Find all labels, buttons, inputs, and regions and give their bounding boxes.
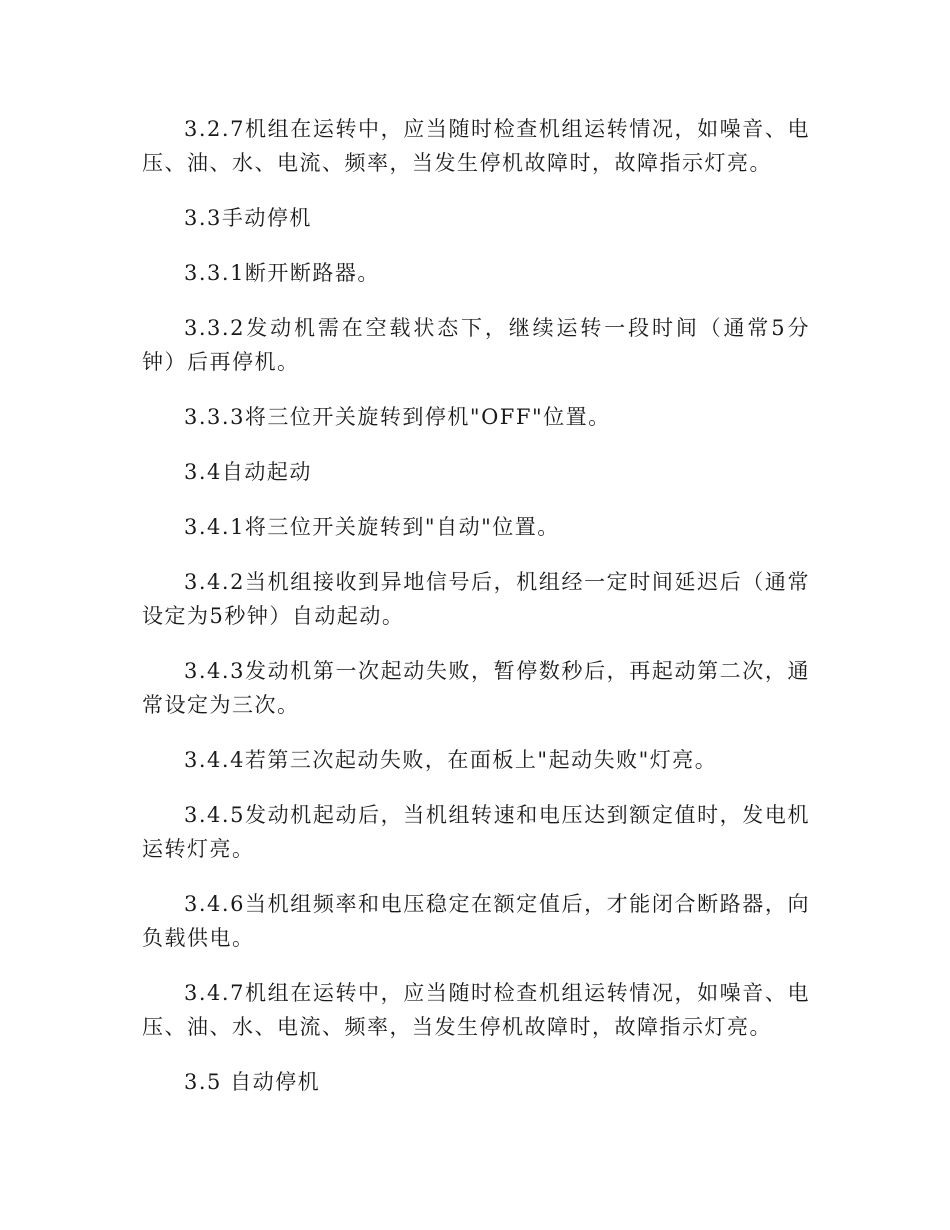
paragraph-3-4-6: 3.4.6当机组频率和电压稳定在额定值后，才能闭合断路器，向负载供电。 [142, 892, 810, 950]
paragraph-3-4-3: 3.4.3发动机第一次起动失败，暂停数秒后，再起动第二次，通常设定为三次。 [142, 659, 810, 717]
paragraph-3-4-7: 3.4.7机组在运转中，应当随时检查机组运转情况，如噪音、电压、油、水、电流、频率，当发生停机故障时，故障指示灯亮。 [142, 981, 810, 1039]
paragraph-3-4-5: 3.4.5发动机起动后，当机组转速和电压达到额定值时，发电机运转灯亮。 [142, 803, 810, 861]
section-heading-3-4: 3.4自动起动 [184, 460, 312, 484]
document-body [142, 112, 810, 1120]
section-heading-3-5: 3.5 自动停机 [184, 1070, 321, 1094]
paragraph-3-3-3: 3.3.3将三位开关旋转到停机"OFF"位置。 [184, 405, 611, 429]
paragraph-3-4-4: 3.4.4若第三次起动失败，在面板上"起动失败"灯亮。 [184, 748, 718, 772]
paragraph-3-3-2: 3.3.2发动机需在空载状态下，继续运转一段时间（通常5分钟）后再停机。 [142, 316, 810, 374]
paragraph-3-3-1: 3.3.1断开断路器。 [184, 261, 380, 285]
paragraph-3-2-7: 3.2.7机组在运转中，应当随时检查机组运转情况，如噪音、电压、油、水、电流、频率，当发生停机故障时，故障指示灯亮。 [142, 117, 810, 175]
paragraph-3-4-2: 3.4.2当机组接收到异地信号后，机组经一定时间延迟后（通常设定为5秒钟）自动起动。 [142, 570, 810, 628]
section-heading-3-3: 3.3手动停机 [184, 206, 312, 230]
paragraph-3-4-1: 3.4.1将三位开关旋转到"自动"位置。 [184, 515, 560, 539]
